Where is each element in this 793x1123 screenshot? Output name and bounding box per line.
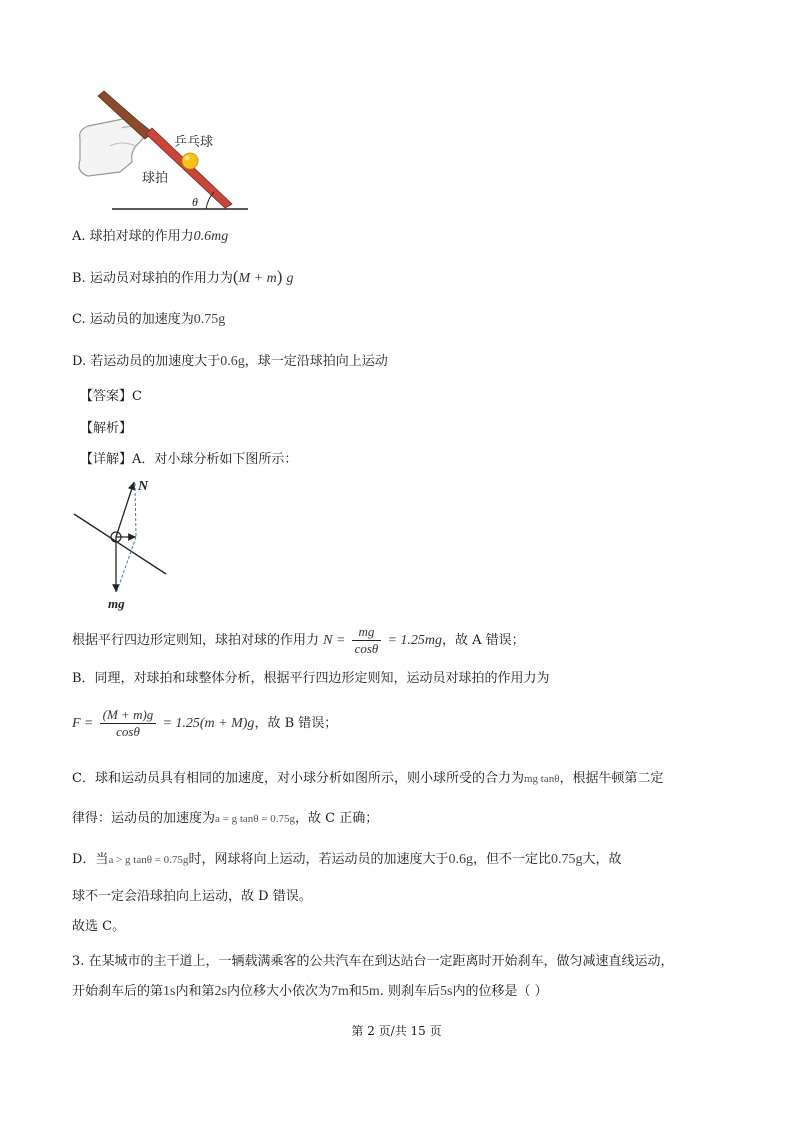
angle-label: θ [192,195,198,209]
explanation-b2: F = $\frac{(M + m)g}{\cos\theta}$ = 1.25(m + M)g，故 B 错误； [72,707,338,739]
force-diagram [72,474,172,614]
option-a: A. 球拍对球的作用力0.6mg [72,229,229,244]
ball-label: 乒乓球 [174,135,214,150]
option-c: C. 运动员的加速度为0.75g [72,312,226,327]
answer-label: 【答案】C [80,389,142,404]
n-label: N [138,479,149,494]
question-3-line-1: 3. 在某城市的主干道上，一辆载满乘客的公共汽车在到达站台一定距离时开始刹车，做匀减速直线运动， [72,954,674,969]
racket-label: 球拍 [142,171,169,186]
mg-label: mg [108,596,125,611]
explanation-a: 根据平行四边形定则知，球拍对球的作用力 N = $\frac{mg}{\cos\theta}$ = 1.25mg，故 A 错误； [72,624,525,656]
explanation-d1: D．当a > g tanθ = 0.75g时，网球将向上运动，若运动员的加速度大于0.6g，但不一定比0.75g大，故 [72,852,622,867]
question-3-line-2: 开始刹车后的第1s内和第2s内位移大小依次为7m和5m. 则刹车后5s内的位移是（ ） [72,984,548,999]
option-b: B. 运动员对球拍的作用力为(M + m) g [72,267,294,286]
detail-intro: 【详解】A．对小球分析如下图所示： [80,452,298,467]
analysis-label: 【解析】 [80,421,133,436]
page-footer: 第 2 页/共 15 页 [351,1024,442,1038]
racket-figure [70,90,250,215]
explanation-c2: 律得：运动员的加速度为a = g tanθ = 0.75g，故 C 正确； [72,811,379,826]
explanation-b1: B．同理，对球拍和球整体分析，根据平行四边形定则知，运动员对球拍的作用力为 [72,671,550,686]
explanation-d2: 球不一定会沿球拍向上运动，故 D 错误。 [72,889,312,904]
explanation-c1: C．球和运动员具有相同的加速度，对小球分析如图所示，则小球所受的合力为mg tanθ，根据牛顿第二定 [72,771,664,786]
option-d: D. 若运动员的加速度大于0.6g，球一定沿球拍向上运动 [72,354,388,369]
conclusion: 故选 C。 [72,919,126,934]
